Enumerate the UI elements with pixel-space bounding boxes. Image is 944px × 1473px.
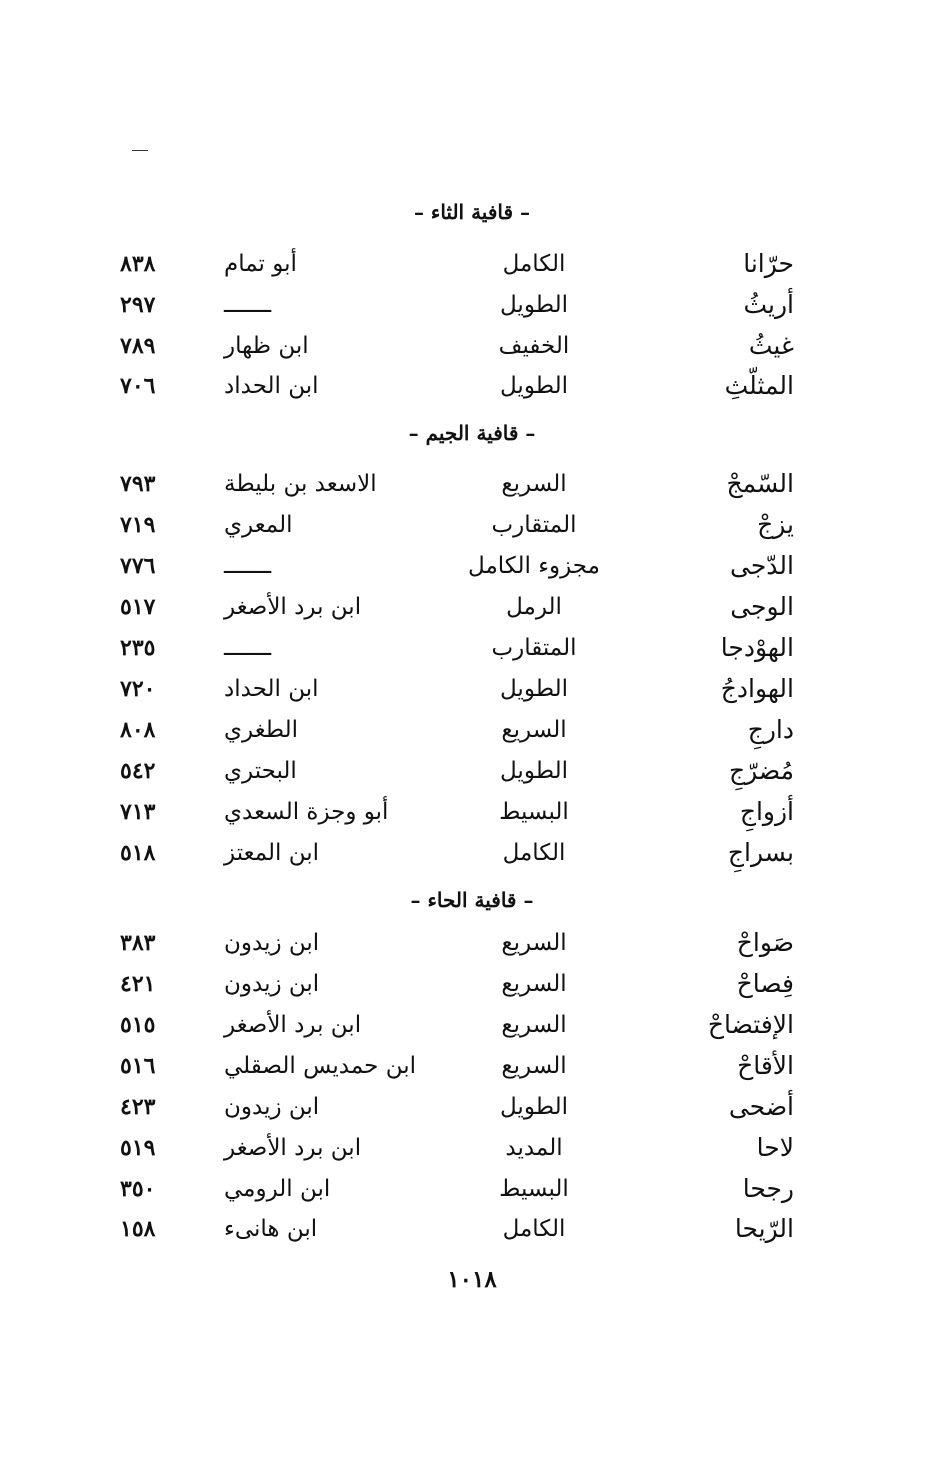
- page-ref: ٤٢١: [120, 971, 156, 997]
- table-row: [0, 1169, 944, 1209]
- table-row: [0, 587, 944, 627]
- table-row: [0, 792, 944, 832]
- table-row: [0, 326, 944, 366]
- poet: ـــــــ: [224, 635, 272, 661]
- poet: ابن برد الأصغر: [224, 594, 362, 620]
- meter: الطويل: [500, 1094, 568, 1120]
- table-row: [0, 751, 944, 791]
- rhyme-word: الرّيحا: [734, 1214, 794, 1243]
- rhyme-word: بسراجِ: [727, 838, 794, 867]
- page-ref: ٥٤٢: [120, 758, 156, 784]
- table-row: [0, 1005, 944, 1045]
- page-ref: ٧٠٦: [120, 373, 156, 399]
- rhyme-word: السّمجْ: [726, 469, 794, 498]
- rhyme-word: حرّانا: [743, 249, 794, 278]
- rhyme-word: الدّجى: [730, 551, 794, 580]
- meter: الطويل: [500, 292, 568, 318]
- page-ref: ٧٨٩: [120, 333, 156, 359]
- rhyme-word: الهوْدجا: [720, 633, 794, 662]
- page-ref: ٧٧٦: [120, 553, 156, 579]
- poet: البحتري: [224, 758, 297, 784]
- table-row: [0, 1087, 944, 1127]
- table-row: [0, 669, 944, 709]
- table-row: [0, 1128, 944, 1168]
- meter: السريع: [501, 1012, 567, 1038]
- poet: ابن زيدون: [224, 930, 320, 956]
- poet: ابن برد الأصغر: [224, 1135, 362, 1161]
- poet: ـــــــ: [224, 553, 272, 579]
- poet: ابن الرومي: [224, 1176, 331, 1202]
- meter: المتقارب: [491, 512, 577, 538]
- page-number: ١٠١٨: [447, 1266, 497, 1293]
- poet: ابن الحداد: [224, 676, 319, 702]
- page-ref: ٣٥٠: [120, 1176, 156, 1202]
- meter: الكامل: [502, 1216, 566, 1242]
- rhyme-word: مُضرّجِ: [728, 756, 794, 785]
- meter: الطويل: [500, 676, 568, 702]
- page-ref: ٥١٧: [120, 594, 156, 620]
- rhyme-word: أريثُ: [743, 290, 794, 319]
- table-row: [0, 628, 944, 668]
- meter: السريع: [501, 1053, 567, 1079]
- page-ref: ٥١٦: [120, 1053, 156, 1079]
- rhyme-word: غيثُ: [748, 331, 794, 360]
- table-row: [0, 923, 944, 963]
- meter: الكامل: [502, 840, 566, 866]
- table-row: [0, 244, 944, 284]
- poet: الطغري: [224, 717, 299, 743]
- table-row: [0, 505, 944, 545]
- poet: ابن ظهار: [224, 333, 309, 359]
- page-ref: ٥١٩: [120, 1135, 156, 1161]
- rhyme-word: الإفتضاحْ: [707, 1010, 794, 1039]
- rhyme-word: صَواحْ: [736, 928, 794, 957]
- table-row: [0, 546, 944, 586]
- rhyme-word: الهوادجُ: [720, 674, 794, 703]
- table-row: [0, 1046, 944, 1086]
- poet: ابن الحداد: [224, 373, 319, 399]
- page-ref: ٧٢٠: [120, 676, 156, 702]
- poet: ابن زيدون: [224, 971, 320, 997]
- margin-mark: [132, 150, 148, 151]
- section-heading-tha: – قافية الثاء –: [413, 200, 531, 224]
- rhyme-word: أضحى: [728, 1092, 794, 1121]
- meter: البسيط: [499, 799, 569, 825]
- poet: المعري: [224, 512, 293, 538]
- page-ref: ٤٢٣: [120, 1094, 156, 1120]
- poet: أبو وجزة السعدي: [224, 799, 389, 825]
- page-ref: ٢٣٥: [120, 635, 156, 661]
- meter: البسيط: [499, 1176, 569, 1202]
- page-ref: ٥١٨: [120, 840, 156, 866]
- meter: المتقارب: [491, 635, 577, 661]
- meter: الخفيف: [498, 333, 570, 359]
- rhyme-word: أزواجِ: [739, 797, 794, 826]
- meter: مجزوء الكامل: [468, 553, 600, 579]
- page-ref: ١٥٨: [120, 1216, 156, 1242]
- page-ref: ٢٩٧: [120, 292, 156, 318]
- poet: ـــــــ: [224, 292, 272, 318]
- rhyme-word: فِصاحْ: [736, 969, 794, 998]
- poet: ابن برد الأصغر: [224, 1012, 362, 1038]
- table-row: [0, 964, 944, 1004]
- page-ref: ٨٠٨: [120, 717, 156, 743]
- rhyme-word: يزجْ: [757, 510, 794, 539]
- poet: الاسعد بن بليطة: [224, 471, 377, 497]
- rhyme-word: الأقاحْ: [737, 1051, 794, 1080]
- page-ref: ٥١٥: [120, 1012, 156, 1038]
- meter: المديد: [505, 1135, 563, 1161]
- table-row: [0, 833, 944, 873]
- meter: الطويل: [500, 758, 568, 784]
- poet: أبو تمام: [224, 251, 297, 277]
- table-row: [0, 1209, 944, 1249]
- rhyme-word: الوجى: [730, 592, 794, 621]
- table-row: [0, 366, 944, 406]
- poet: ابن هانىء: [224, 1216, 318, 1242]
- table-row: [0, 285, 944, 325]
- meter: السريع: [501, 717, 567, 743]
- rhyme-word: دارجِ: [747, 715, 794, 744]
- page-ref: ٧١٣: [120, 799, 156, 825]
- page-ref: ٧١٩: [120, 512, 156, 538]
- meter: الطويل: [500, 373, 568, 399]
- meter: السريع: [501, 971, 567, 997]
- section-heading-ha: – قافية الحاء –: [410, 888, 534, 912]
- section-heading-jim: – قافية الجيم –: [408, 421, 536, 445]
- rhyme-word: المثلّثِ: [724, 371, 794, 400]
- meter: الرمل: [506, 594, 562, 620]
- meter: السريع: [501, 930, 567, 956]
- meter: السريع: [501, 471, 567, 497]
- page-ref: ٨٣٨: [120, 251, 156, 277]
- meter: الكامل: [502, 251, 566, 277]
- poet: ابن المعتز: [224, 840, 320, 866]
- rhyme-word: رجحا: [742, 1174, 794, 1203]
- table-row: [0, 710, 944, 750]
- poet: ابن حمديس الصقلي: [224, 1053, 416, 1079]
- table-row: [0, 464, 944, 504]
- page-ref: ٧٩٣: [120, 471, 156, 497]
- rhyme-word: لاحا: [756, 1133, 794, 1162]
- page-ref: ٣٨٣: [120, 930, 156, 956]
- poet: ابن زيدون: [224, 1094, 320, 1120]
